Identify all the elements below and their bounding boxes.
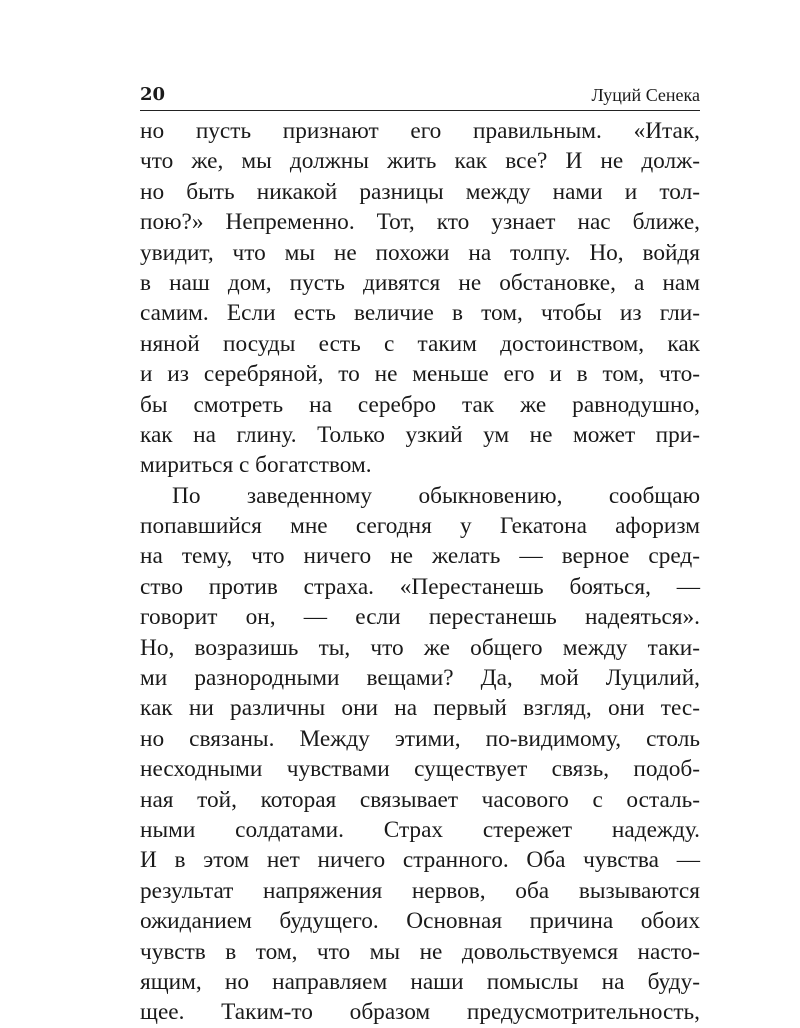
text-line: но пусть признают его правильным. «Итак, — [140, 118, 700, 144]
text-line: попавшийся мне сегодня у Гекатона афоризм — [140, 513, 700, 540]
text-line: увидит, что мы не похожи на толпу. Но, войдя — [140, 239, 700, 266]
text-line: ная той, которая связывает часового с осталь- — [140, 786, 700, 813]
text-line: бы смотреть на серебро так же равнодушно, — [140, 391, 700, 418]
book-author: Луций Сенека — [591, 85, 700, 105]
text-line: мириться с богатством. — [140, 452, 372, 479]
text-line: Но, возразишь ты, что же общего между таки- — [140, 634, 700, 661]
text-line: говорит он, — если перестанешь надеяться». — [140, 604, 700, 631]
running-header — [140, 84, 700, 111]
page-number: 20 — [140, 84, 166, 105]
text-line: в наш дом, пусть дивятся не обстановке, а нам — [140, 269, 700, 296]
text-line: как ни различны они на первый взгляд, они тес- — [140, 695, 700, 722]
text-line: ящим, но направляем наши помыслы на буду- — [140, 968, 700, 995]
book-page — [140, 84, 700, 1028]
body-text — [140, 116, 700, 1028]
text-line: и из серебряной, то не меньше его и в том, что- — [140, 361, 700, 388]
text-line: чувств в том, что мы не довольствуемся насто- — [140, 938, 700, 965]
text-line: пою?» Непременно. Тот, кто узнает нас ближе, — [140, 209, 700, 236]
text-line: ными солдатами. Страх стережет надежду. — [140, 816, 700, 843]
text-line: И в этом нет ничего странного. Оба чувства — — [140, 847, 700, 874]
text-line: как на глину. Только узкий ум не может при- — [140, 421, 700, 448]
text-line: няной посуды есть с таким достоинством, как — [140, 330, 700, 357]
paragraph-first-line: По заведенному обыкновению, сообщаю — [172, 482, 700, 509]
text-line: результат напряжения нервов, оба вызываются — [140, 877, 700, 904]
text-line: но быть никакой разницы между нами и тол- — [140, 178, 700, 205]
text-line: ство против страха. «Перестанешь бояться, — — [140, 573, 700, 600]
text-line: но связаны. Между этими, по-видимому, столь — [140, 725, 700, 752]
text-line: ми разнородными вещами? Да, мой Луцилий, — [140, 665, 700, 692]
text-line: что же, мы должны жить как все? И не долж- — [140, 148, 700, 175]
text-line: ожиданием будущего. Основная причина обоих — [140, 908, 700, 935]
text-line: несходными чувствами существует связь, подоб- — [140, 756, 700, 783]
text-line: самим. Если есть величие в том, чтобы из гли- — [140, 300, 700, 327]
text-line: щее. Таким-то образом предусмотрительность, — [140, 999, 700, 1026]
text-line: на тему, что ничего не желать — верное сред- — [140, 543, 700, 570]
